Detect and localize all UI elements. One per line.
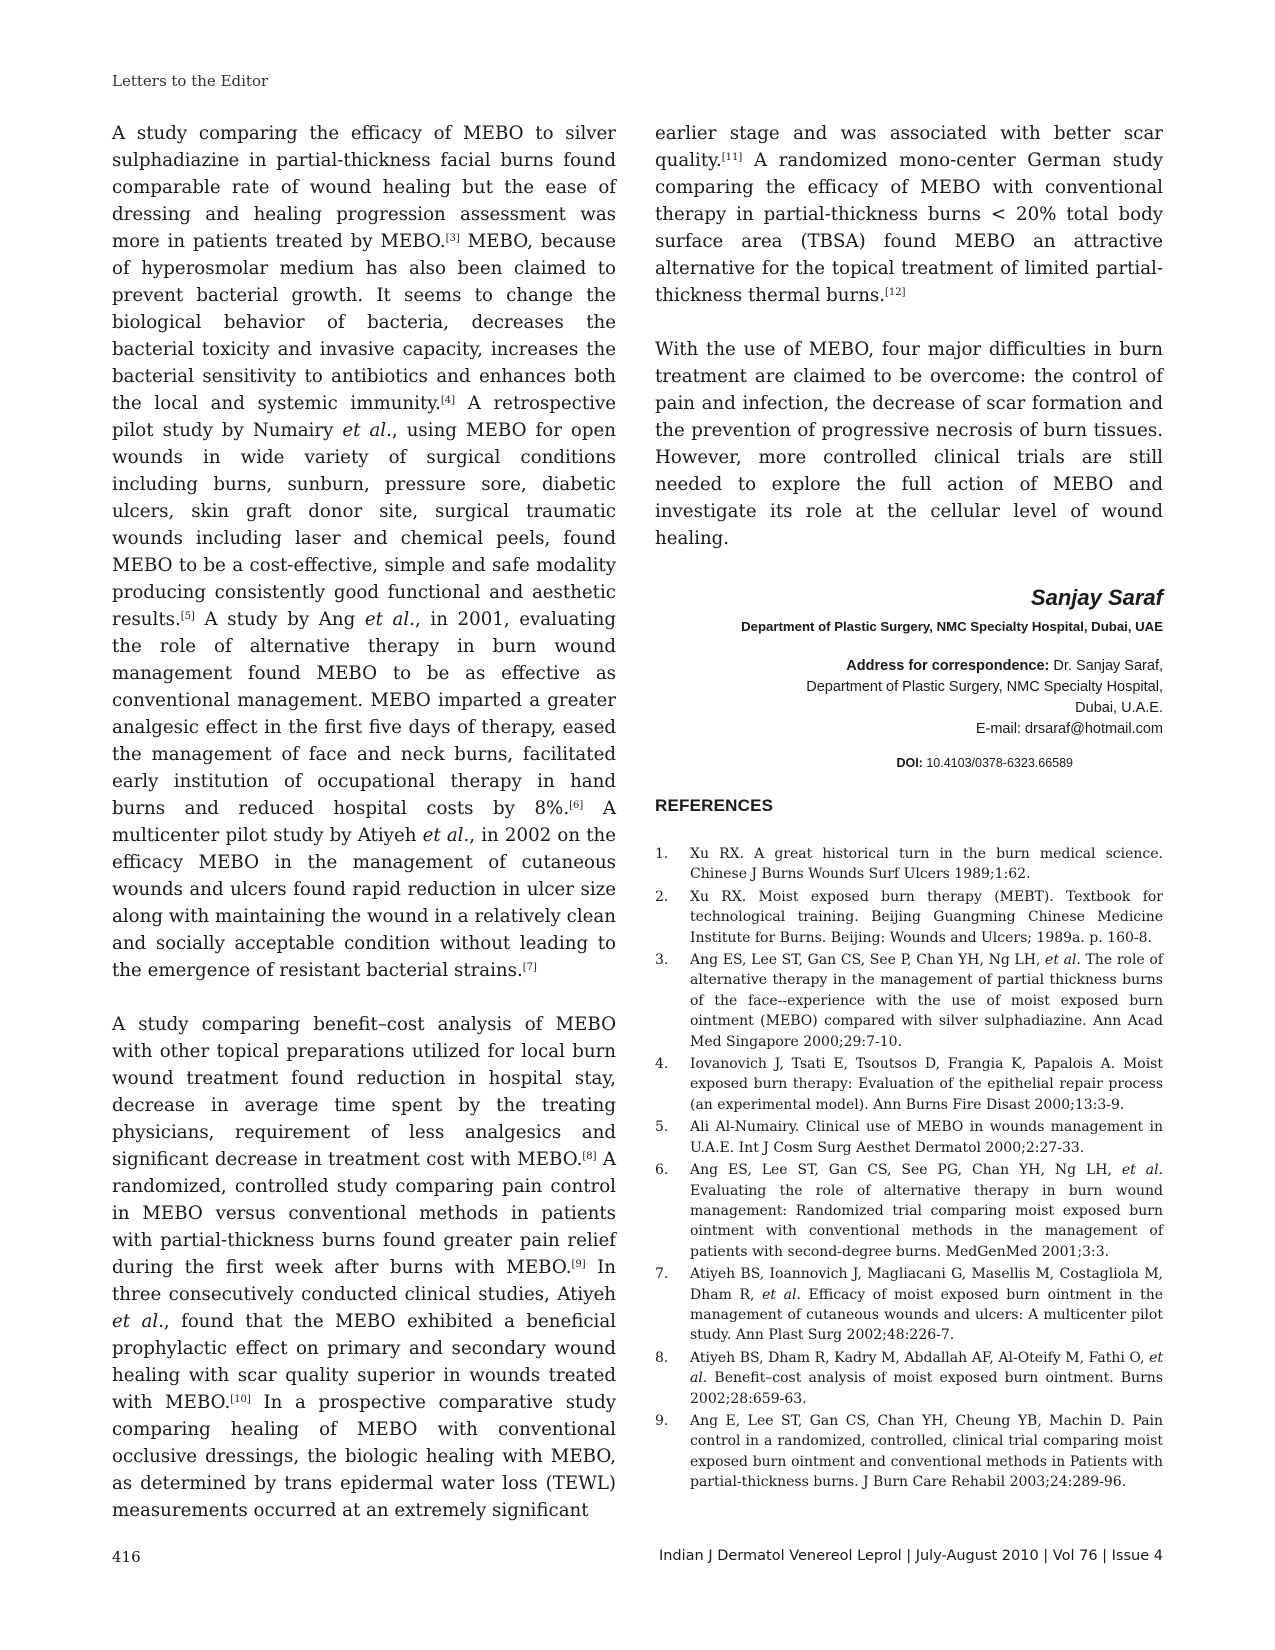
italic-text: et al xyxy=(762,1286,797,1303)
reference-item xyxy=(655,1054,1163,1115)
text-run: Ang E, Lee ST, Gan CS, Chan YH, Cheung YB, Machin D. Pain control in a randomized, controlled, clinical trial comparing moist exposed burn ointment and conventional methods in Patients with partial-thickness burns. J Burn Care Rehabil 2003;24:289-96. xyxy=(690,1412,1163,1491)
text-run: Atiyeh BS, Dham R, Kadry M, Abdallah AF, Al-Oteify M, Fathi O, xyxy=(690,1349,1150,1366)
italic-text: et al xyxy=(1121,1162,1159,1179)
text-run: ., in 2001, evaluating the role of alternative therapy in burn wound management found MEBO to be as effective as conventional management. MEBO imparted a greater analgesic effect in the first five days of therapy, eased the management of face and neck burns, facilitated early institution of occupational therapy in hand burns and reduced hospital costs by 8%. xyxy=(112,609,616,819)
reference-item xyxy=(655,1348,1163,1409)
reference-item xyxy=(655,844,1163,885)
citation-superscript: [3] xyxy=(445,233,460,244)
running-head: Letters to the Editor xyxy=(112,72,269,90)
italic-text: et al xyxy=(1045,952,1077,969)
italic-text: et al xyxy=(690,1349,1163,1387)
doi-line xyxy=(655,756,1163,770)
citation-superscript: [5] xyxy=(180,611,195,622)
text-run: earlier stage and was associated with better scar quality. xyxy=(655,123,1163,171)
text-run: Xu RX. Moist exposed burn therapy (MEBT). Textbook for technological training. Beijing Guangming Chinese Medicine Institute for Burns. Beijing: Wounds and Ulcers; 1989a. p. 160-8. xyxy=(690,888,1163,946)
reference-item xyxy=(655,1411,1163,1493)
reference-item xyxy=(655,950,1163,1052)
reference-number: 2. xyxy=(655,888,669,905)
correspondence-label: Address for correspondence: xyxy=(846,658,1050,674)
citation-superscript: [6] xyxy=(569,800,584,811)
text-run: In a prospective comparative study comparing healing of MEBO with conventional occlusive dressings, the biologic healing with MEBO, as determined by trans epidermal water loss (TEWL) measurements occurred at an extremely significant xyxy=(112,1392,616,1521)
italic-text: et al xyxy=(422,825,464,846)
text-run: A study by Ang xyxy=(194,609,365,630)
reference-number: 6. xyxy=(655,1162,669,1179)
text-run: In three consecutively conducted clinical studies, Atiyeh xyxy=(112,1257,616,1305)
correspondence-name: Dr. Sanjay Saraf, xyxy=(1049,658,1163,674)
page-number: 416 xyxy=(112,1548,141,1566)
text-run: Ang ES, Lee ST, Gan CS, See PG, Chan YH, Ng LH, xyxy=(690,1162,1122,1179)
correspondence-line: Department of Plastic Surgery, NMC Specialty Hospital, xyxy=(806,679,1163,695)
citation-superscript: [11] xyxy=(721,152,743,163)
italic-text: et al xyxy=(342,420,387,441)
reference-number: 9. xyxy=(655,1412,669,1429)
text-run: . The role of alternative therapy in the management of partial thickness burns of the face--experience with the use of moist exposed burn ointment (MEBO) compared with silver sulphadiazine. Ann Acad Med Singapore 2000;29:7-10. xyxy=(690,952,1163,1050)
citation-superscript: [7] xyxy=(522,962,537,973)
correspondence-email: E-mail: drsaraf@hotmail.com xyxy=(975,721,1163,737)
text-run: A study comparing the efficacy of MEBO to silver sulphadiazine in partial-thickness facial burns found comparable rate of wound healing but the ease of dressing and healing progression assessment was more in patients treated by MEBO. xyxy=(112,123,616,252)
reference-number: 1. xyxy=(655,846,669,862)
text-run: ., in 2002 on the efficacy MEBO in the management of cutaneous wounds and ulcers found rapid reduction in ulcer size along with maintaining the wound in a relatively clean and socially acceptable condition without leading to the emergence of resistant bacterial strains. xyxy=(112,825,617,981)
citation-superscript: [4] xyxy=(440,395,456,406)
text-run: A retrospective pilot study by Numairy xyxy=(112,393,616,441)
text-run: Ali Al-Numairy. Clinical use of MEBO in wounds management in U.A.E. Int J Cosm Surg Aesthet Dermatol 2000;2:27-33. xyxy=(690,1119,1163,1156)
text-run: A randomized mono-center German study comparing the efficacy of MEBO with conventional therapy in partial-thickness burns < 20% total body surface area (TBSA) found MEBO an attractive alternative for the topical treatment of limited partial-thickness thermal burns. xyxy=(655,150,1163,306)
text-run: MEBO, because of hyperosmolar medium has also been claimed to prevent bacterial growth. It seems to change the biological behavior of bacteria, decreases the bacterial toxicity and invasive capacity, increases the bacterial sensitivity to antibiotics and enhances both the local and systemic immunity. xyxy=(112,231,616,414)
reference-number: 3. xyxy=(655,952,669,969)
citation-superscript: [10] xyxy=(230,1394,251,1405)
body-paragraph xyxy=(112,1011,616,1524)
text-run: With the use of MEBO, four major difficulties in burn treatment are claimed to be overcome: the control of pain and infection, the decrease of scar formation and the prevention of progressive necrosis of burn tissues. However, more controlled clinical trials are still needed to explore the full action of MEBO and investigate its role at the cellular level of wound healing. xyxy=(655,339,1163,549)
references-heading: REFERENCES xyxy=(655,796,774,815)
text-run: Ang ES, Lee ST, Gan CS, See P, Chan YH, Ng LH, xyxy=(690,952,1046,969)
text-run: ., using MEBO for open wounds in wide variety of surgical conditions including burns, sunburn, pressure sore, diabetic ulcers, skin graft donor site, surgical traumatic wounds including laser and chemical peels, found MEBO to be a cost-effective, simple and safe modality producing consistently good functional and aesthetic results. xyxy=(112,420,616,630)
correspondence-line: Dubai, U.A.E. xyxy=(1075,700,1163,716)
text-run: A study comparing benefit–cost analysis of MEBO with other topical preparations utilized for local burn wound treatment found reduction in hospital stay, decrease in average time spent by the treating physicians, requirement of less analgesics and significant decrease in treatment cost with MEBO. xyxy=(112,1014,616,1170)
reference-item xyxy=(655,887,1163,948)
citation-superscript: [12] xyxy=(885,287,906,298)
body-paragraph xyxy=(655,336,1163,552)
reference-number: 7. xyxy=(655,1266,669,1283)
body-paragraph xyxy=(112,120,616,984)
italic-text: et al xyxy=(112,1311,159,1332)
reference-item xyxy=(655,1117,1163,1158)
text-run: . Efficacy of moist exposed burn ointment in the management of cutaneous wounds and ulcers: A multicenter pilot study. Ann Plast Surg 2002;48:226-7. xyxy=(690,1286,1163,1344)
italic-text: et al xyxy=(364,609,410,630)
text-run: A randomized, controlled study comparing pain control in MEBO versus conventional methods in patients with partial-thickness burns found greater pain relief during the first week after burns with MEBO. xyxy=(112,1149,616,1278)
doi-label: DOI: xyxy=(896,756,923,770)
reference-item xyxy=(655,1160,1163,1262)
doi-value: 10.4103/0378-6323.66589 xyxy=(922,756,1073,770)
text-run: A multicenter pilot study by Atiyeh xyxy=(112,798,617,846)
right-column xyxy=(655,120,1163,552)
references-list xyxy=(655,844,1163,1495)
citation-superscript: [9] xyxy=(571,1259,586,1270)
author-department: Department of Plastic Surgery, NMC Specialty Hospital, Dubai, UAE xyxy=(741,619,1163,634)
text-run: Iovanovich J, Tsati E, Tsoutsos D, Frangia K, Papalois A. Moist exposed burn therapy: Evaluation of the epithelial repair process (an experimental model). Ann Burns Fire Disast 2000;13:3-9. xyxy=(690,1056,1163,1113)
reference-number: 8. xyxy=(655,1349,669,1366)
reference-number: 5. xyxy=(655,1119,669,1136)
body-paragraph xyxy=(655,120,1163,309)
citation-superscript: [8] xyxy=(582,1151,597,1162)
author-name: Sanjay Saraf xyxy=(1030,585,1163,610)
text-run: . Benefit–cost analysis of moist exposed burn ointment. Burns 2002;28:659-63. xyxy=(690,1370,1163,1407)
text-run: Atiyeh BS, Ioannovich J, Magliacani G, Masellis M, Costagliola M, Dham R, xyxy=(690,1266,1163,1303)
journal-footer: Indian J Dermatol Venereol Leprol | July-August 2010 | Vol 76 | Issue 4 xyxy=(658,1548,1163,1564)
text-run: . Evaluating the role of alternative therapy in burn wound management: Randomized trial comparing moist exposed burn ointment with conventional methods in the management of patients with second-degree burns. MedGenMed 2001;3:3. xyxy=(690,1162,1163,1260)
author-signature-block xyxy=(655,585,1163,770)
text-run: Xu RX. A great historical turn in the burn medical science. Chinese J Burns Wounds Surf Ulcers 1989;1:62. xyxy=(690,846,1163,883)
correspondence-address xyxy=(655,656,1163,740)
reference-number: 4. xyxy=(655,1056,669,1073)
reference-item xyxy=(655,1264,1163,1346)
left-column xyxy=(112,120,616,1524)
text-run: ., found that the MEBO exhibited a beneficial prophylactic effect on primary and secondary wound healing with scar quality superior in wounds treated with MEBO. xyxy=(112,1311,617,1413)
